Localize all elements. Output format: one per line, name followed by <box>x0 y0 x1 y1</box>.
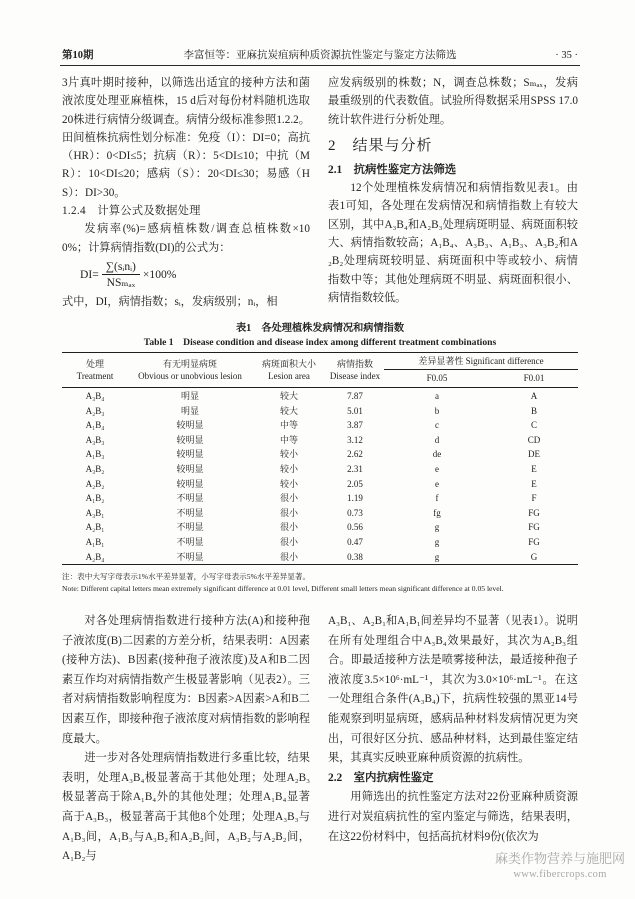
cell-treatment: A₃B₄ <box>85 391 105 401</box>
cell-f005: f <box>435 493 439 504</box>
cell-disease-index: 2.05 <box>347 478 363 489</box>
incidence-formula-paragraph: 发病率(%)=感病植株数/调查总植株数×100%；计算病情指数(DI)的公式为： <box>62 223 310 254</box>
disease-table <box>62 352 578 565</box>
cell-disease-index: 0.73 <box>347 507 363 518</box>
grading-standard-paragraph: 3片真叶期时接种，以筛选出适宜的接种方法和菌液浓度处理亚麻植株，15 d后对每份材料随机选取20株进行病情分级调查。病情分级标准参照1.2.2。田间植株抗病性划分标准：免疫（I）：DI=0；高抗（HR）：0<DI≤5；抗病（R）：5<DI≤10；中抗（MR）：10<DI≤20；感病（S）：20<DI≤30；易感（HS）：DI>30。 <box>62 77 310 199</box>
cell-lesion: 不明显 <box>176 493 204 504</box>
header-disease-index <box>326 353 384 388</box>
cell-treatment: A₃B₃ <box>85 434 105 445</box>
cell-disease-index: 3.12 <box>347 434 363 445</box>
cell-f005: g <box>434 536 440 547</box>
header-f005: F0.05 <box>384 370 490 388</box>
cell-lesion: 明显 <box>180 391 199 401</box>
issue-number: 第10期 <box>62 50 94 61</box>
section-heading-1-2-4: 1.2.4 计算公式及数据处理 <box>62 205 201 218</box>
cell-area: 很小 <box>279 536 298 547</box>
cell-f001: DE <box>528 449 540 460</box>
page-number: · 35 · <box>555 50 578 61</box>
cell-f001: FG <box>528 522 540 533</box>
cell-lesion: 明显 <box>180 405 199 416</box>
table-row <box>62 462 578 477</box>
cell-f001: FG <box>528 536 540 547</box>
cell-treatment: A₂B₄ <box>85 551 105 562</box>
cell-area: 很小 <box>279 493 298 504</box>
table-notes <box>62 571 578 595</box>
cell-area: 较小 <box>279 478 298 489</box>
formula-legend-continued: 应发病级别的株数；N，调查总株数；Sₘₐₓ，发病最重级别的代表数值。试验所得数据采用SPSS 17.0统计软件进行分析处理。 <box>328 77 578 126</box>
cell-treatment: A₁B₃ <box>85 449 105 460</box>
running-header <box>60 46 580 66</box>
cell-lesion: 不明显 <box>176 522 204 533</box>
table-row <box>62 535 578 550</box>
cell-f001: C <box>530 420 537 431</box>
cell-f005: e <box>435 478 439 489</box>
cell-area: 较大 <box>279 405 298 416</box>
cell-lesion: 不明显 <box>176 507 204 518</box>
formula-legend-text: 式中，DI，病情指数；sᵢ，发病级别；nᵢ，相 <box>62 295 278 308</box>
table-row <box>62 520 578 535</box>
cell-f001: F <box>531 493 537 504</box>
header-significance: 差异显著性 Significant difference <box>384 353 578 370</box>
header-lesion <box>128 353 252 388</box>
disease-index-table <box>62 352 578 565</box>
cell-f005: fg <box>433 507 441 518</box>
header-lesion-zh: 有无明显病斑 <box>162 359 217 369</box>
cell-disease-index: 0.38 <box>347 551 363 562</box>
running-title: 李富恒等：亚麻抗炭疽病种质资源抗性鉴定与鉴定方法筛选 <box>183 50 457 61</box>
cell-area: 较小 <box>279 449 298 460</box>
cell-f005: d <box>434 434 440 445</box>
cell-disease-index: 3.87 <box>347 420 363 431</box>
table-row <box>62 506 578 521</box>
cell-treatment: A₃B₁ <box>85 507 105 518</box>
cell-treatment: A₁B₄ <box>85 420 105 431</box>
results-paragraph: 12个处理植株发病情况和病情指数见表1。由表1可知，各处理在发病情况和病情指数上有较大区别，其中A₃B₄和A₂B₃处理病斑明显、病斑面积较大、病情指数较高；A₁B₄、A₃B₃、A₁B₃、A₃B₂和A₂B₂处理病斑较明显、病斑面积中等或较小、病情指数中等；其他处理病斑不明显、病斑面积很小、病情指数较低。 <box>328 182 578 304</box>
formula-fraction <box>102 259 140 290</box>
cell-treatment: A₂B₃ <box>85 405 105 416</box>
subsection-heading-2-1: 2.1 抗病性鉴定方法筛选 <box>328 163 457 176</box>
cell-area: 中等 <box>279 420 298 431</box>
cell-treatment: A₁B₂ <box>85 493 105 504</box>
header-treatment-en: Treatment <box>76 371 114 381</box>
header-lesion-en: Obvious or unobvious lesion <box>138 371 242 381</box>
bottom-left-column <box>62 612 310 867</box>
cell-f005: g <box>434 551 440 562</box>
cell-disease-index: 0.47 <box>347 536 363 547</box>
cell-disease-index: 1.19 <box>347 493 363 504</box>
formula-lhs: DI= <box>80 267 99 281</box>
header-treatment-zh: 处理 <box>85 359 104 369</box>
anova-paragraph: 对各处理病情指数进行接种方法(A)和接种孢子液浓度(B)二因素的方差分析，结果表明：A因素(接种方法)、B因素(接种孢子液浓度)及A和B二因素互作均对病情指数产生极显著影响（见表2）。三者对病情指数影响程度为：B因素>A因素>A和B二因素互作，即接种孢子液浓度对病情指数的影响程度最大。 <box>62 615 310 745</box>
header-disease-index-en: Disease index <box>329 371 381 381</box>
top-right-column <box>328 74 578 307</box>
watermark-site-name: 麻类作物营养与施肥网 <box>494 851 625 866</box>
cell-disease-index: 2.31 <box>347 463 363 474</box>
section-heading-results: 2 结果与分析 <box>328 137 433 154</box>
cell-disease-index: 2.62 <box>347 449 363 460</box>
cell-lesion: 不明显 <box>176 536 204 547</box>
cell-area: 中等 <box>279 434 298 445</box>
cell-area: 很小 <box>279 551 298 562</box>
bottom-right-column <box>328 612 578 847</box>
cell-f001: E <box>531 478 537 489</box>
formula-numerator: ∑(sᵢnᵢ) <box>102 259 140 275</box>
table-row <box>62 433 578 448</box>
cell-treatment: A₂B₁ <box>85 522 105 533</box>
table-caption-zh: 表1 各处理植株发病情况和病情指数 <box>235 323 405 334</box>
cell-lesion: 不明显 <box>176 551 204 562</box>
cell-lesion: 较明显 <box>176 463 204 474</box>
table-note-zh: 注：表中大写字母表示1%水平差异显著，小写字母表示5%水平差异显著。 <box>62 572 311 581</box>
header-area <box>252 353 326 388</box>
table-caption-en: Table 1 Disease condition and disease index among different treatment combinations <box>143 337 497 348</box>
cell-f005: e <box>435 463 439 474</box>
cell-f001: G <box>530 551 538 562</box>
table-row <box>62 447 578 462</box>
cell-treatment: A₂B₂ <box>85 478 105 489</box>
cell-f005: b <box>434 405 440 416</box>
cell-treatment: A₁B₁ <box>85 536 105 547</box>
site-watermark <box>492 850 628 882</box>
cell-area: 较小 <box>279 463 298 474</box>
table-row <box>62 418 578 433</box>
table-row <box>62 388 578 404</box>
watermark-url: www.fibercrops.com <box>513 869 607 880</box>
cell-f001: CD <box>527 434 541 445</box>
top-left-column <box>62 74 310 311</box>
table-body <box>62 388 578 565</box>
table-row <box>62 491 578 506</box>
cell-lesion: 较明显 <box>176 434 204 445</box>
cell-f001: B <box>530 405 537 416</box>
header-disease-index-zh: 病情指数 <box>336 359 373 369</box>
table-row <box>62 477 578 492</box>
subsection-heading-2-2: 2.2 室内抗病性鉴定 <box>328 771 434 784</box>
cell-disease-index: 7.87 <box>347 391 363 401</box>
indoor-identification-paragraph: 用筛选出的抗性鉴定方法对22份亚麻种质资源进行对炭疽病抗性的室内鉴定与筛选，结果表明，在这22份材料中，包括高抗材料9份(依次为 <box>328 791 578 843</box>
cell-f001: A <box>530 391 538 401</box>
table-caption <box>62 321 578 350</box>
multiple-comparison-paragraph: 进一步对各处理病情指数进行多重比较，结果表明，处理A₃B₄极显著高于其他处理；处理A₂B₃极显著高于除A₁B₄外的其他处理；处理A₁B₄显著高于A₃B₃，极显著高于其他8个处理；处理A₃B₃与A₁B₃间，A₁B₃与A₃B₂和A₂B₂间，A₃B₂与A₂B₂间，A₁B₂与 <box>62 752 310 863</box>
formula-rhs: ×100% <box>142 267 177 281</box>
cell-f001: E <box>531 463 537 474</box>
cell-lesion: 较明显 <box>176 449 204 460</box>
header-area-en: Lesion area <box>268 371 310 381</box>
header-f001: F0.01 <box>490 370 578 388</box>
cell-area: 很小 <box>279 507 298 518</box>
table-row <box>62 404 578 419</box>
table-row <box>62 550 578 565</box>
formula-denominator: NSₘₐₓ <box>106 276 136 290</box>
cell-f005: c <box>435 420 439 431</box>
comparison-conclusion-paragraph: A₃B₁、A₂B₁和A₁B₁间差异均不显著（见表1）。说明在所有处理组合中A₃B₄效果最好，其次为A₂B₃组合。即最适接种方法是喷雾接种法，最适接种孢子液浓度3.5×10⁶·mL⁻¹，其次为3.0×10⁶·mL⁻¹。在这一处理组合条件(A₃B₄)下，抗病性较强的黑亚14号能观察到明显病斑，感病品种材料发病情况更为突出，可很好区分抗、感品种材料，达到最佳鉴定结果，其真实反映亚麻种质资源的抗病性。 <box>328 615 578 765</box>
cell-area: 很小 <box>279 522 298 533</box>
cell-lesion: 较明显 <box>176 420 204 431</box>
disease-index-formula <box>62 257 310 293</box>
cell-f001: FG <box>528 507 540 518</box>
cell-treatment: A₃B₂ <box>85 463 105 474</box>
table-note-en: Note: Different capital letters mean extremely significant difference at 0.01 level, Different small letters mean significant difference at 0.05 level. <box>62 584 504 593</box>
cell-f005: a <box>435 391 439 401</box>
cell-f005: g <box>434 522 440 533</box>
cell-disease-index: 5.01 <box>347 405 363 416</box>
cell-lesion: 较明显 <box>176 478 204 489</box>
cell-area: 较大 <box>279 391 298 401</box>
header-area-zh: 病斑面积大小 <box>261 359 316 369</box>
cell-f005: de <box>432 449 442 460</box>
cell-disease-index: 0.56 <box>347 522 363 533</box>
header-treatment <box>62 353 128 388</box>
